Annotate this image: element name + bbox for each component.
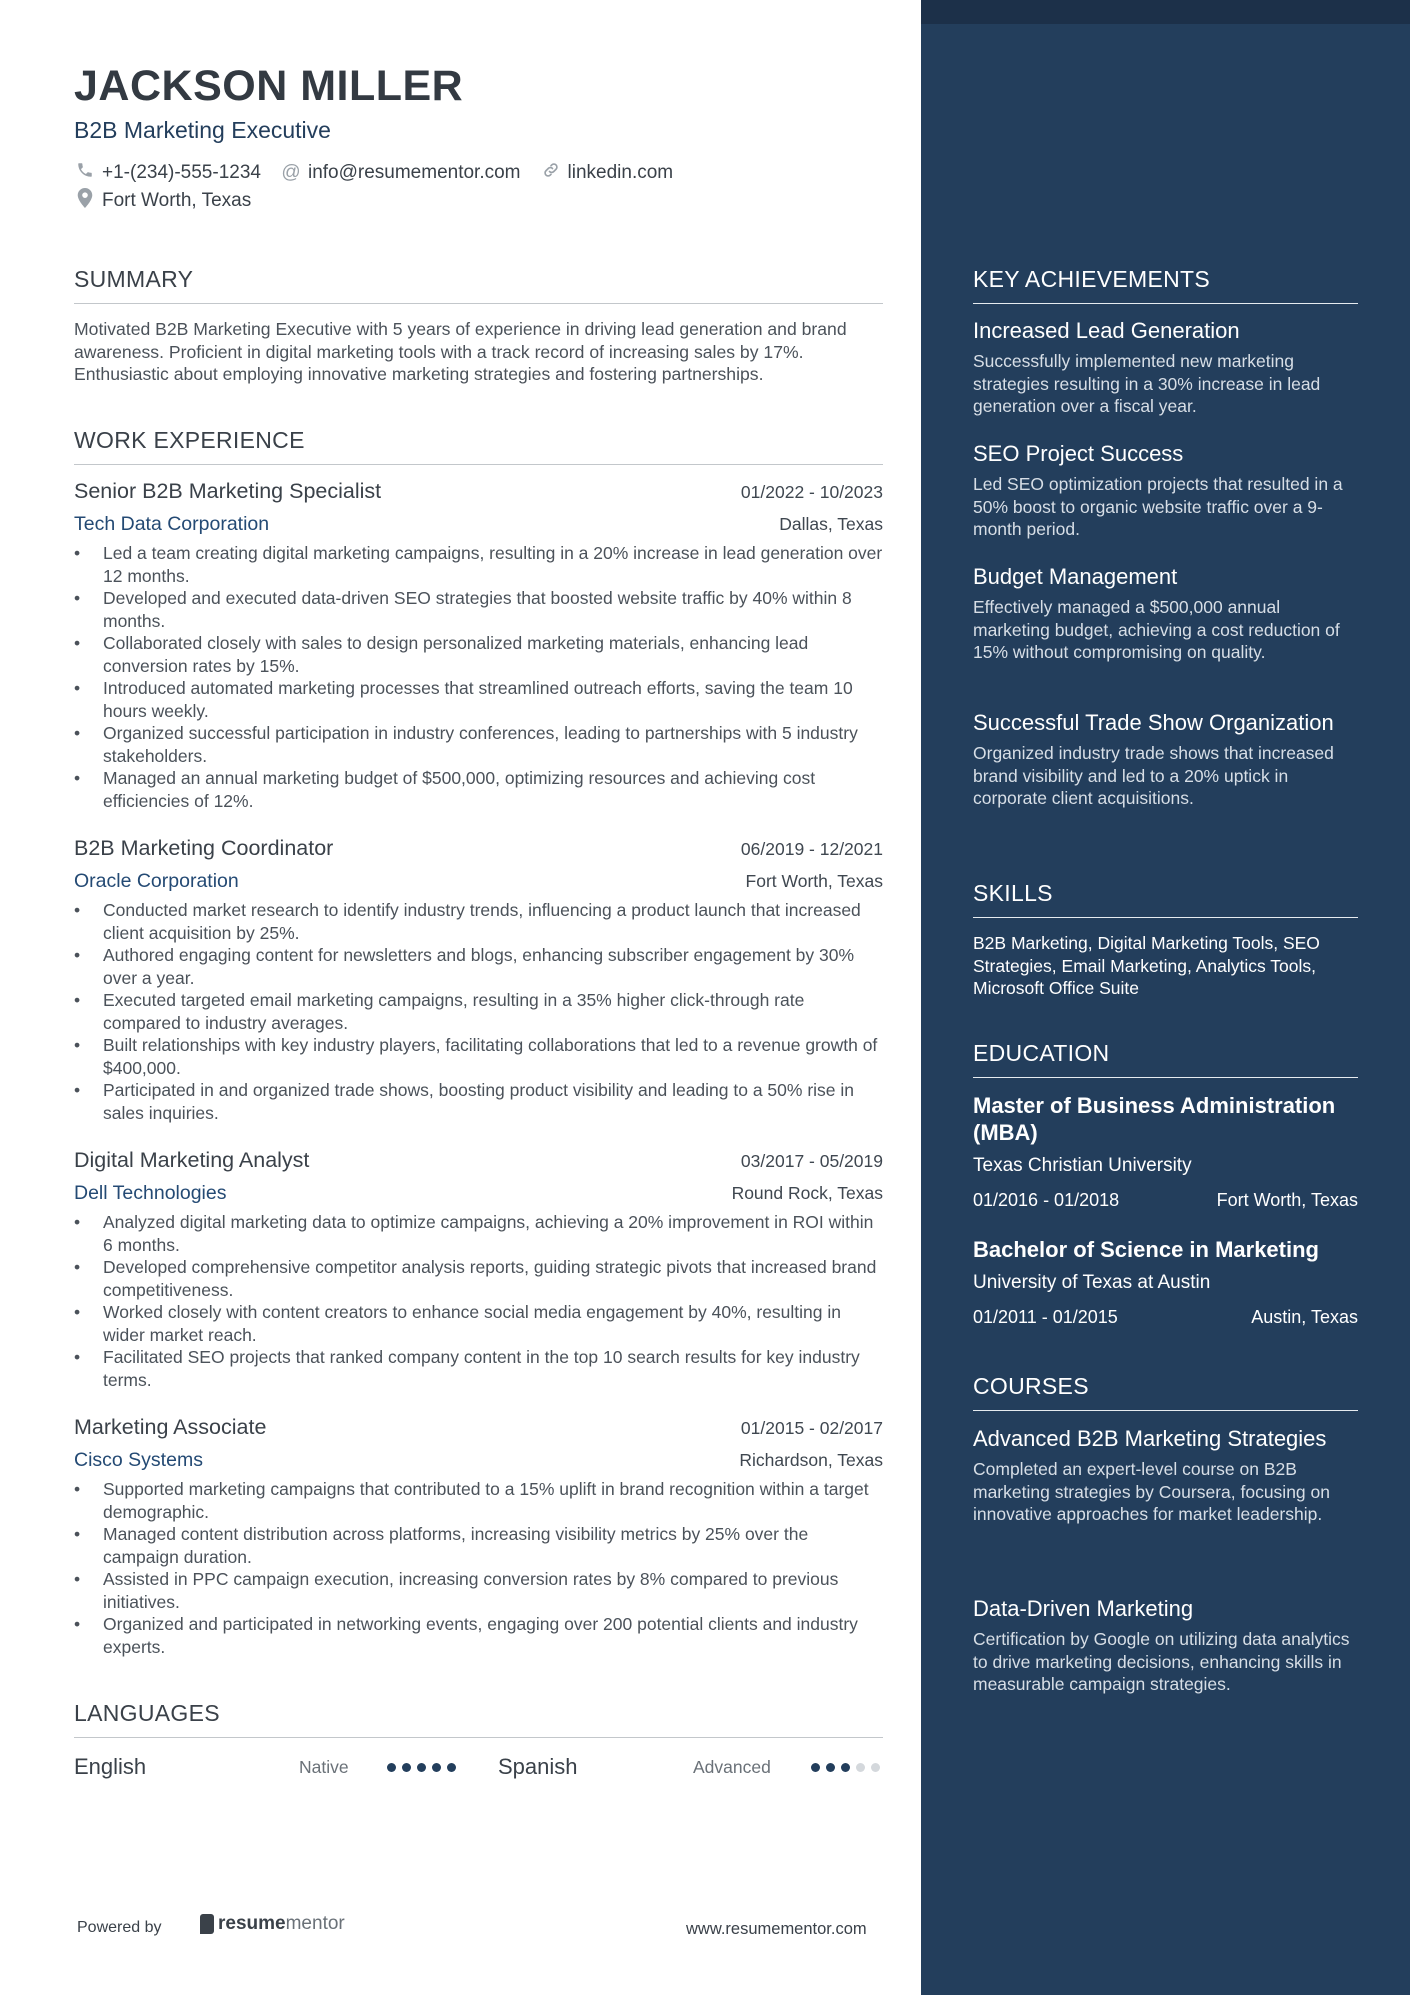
footer-url-link[interactable]: www.resumementor.com (686, 1920, 867, 1938)
achievement-item (973, 440, 1358, 541)
phone-text: +1-(234)-555-1234 (102, 162, 261, 183)
education-dates: 01/2016 - 01/2018 (973, 1190, 1120, 1210)
bullet-item: • Collaborated closely with sales to design personalized marketing materials, enhancing lead conversion rates by 15%. (74, 632, 883, 677)
at-icon: @ (281, 162, 301, 183)
rating-dot-empty (871, 1763, 880, 1772)
achievement-title: SEO Project Success (973, 441, 1184, 466)
summary-heading: SUMMARY (74, 266, 883, 304)
education-location: Austin, Texas (1251, 1307, 1358, 1327)
job-company: Cisco Systems (74, 1449, 203, 1471)
bullet-item: • Executed targeted email marketing campaigns, resulting in a 35% higher click-through rate compared to industry averages. (74, 989, 883, 1034)
course-item (973, 1595, 1358, 1696)
job-entry (74, 836, 883, 1124)
bullet-item: • Developed comprehensive competitor analysis reports, guiding strategic pivots that increased brand competitiveness. (74, 1256, 883, 1301)
job-dates: 01/2022 - 10/2023 (740, 482, 883, 502)
job-company: Dell Technologies (74, 1182, 227, 1204)
education-school: University of Texas at Austin (973, 1272, 1211, 1293)
skills-text: B2B Marketing, Digital Marketing Tools, SEO Strategies, Email Marketing, Analytics Tools, Microsoft Office Suite (973, 933, 1320, 998)
job-title: Marketing Associate (74, 1415, 267, 1439)
achievement-title: Successful Trade Show Organization (973, 710, 1334, 735)
job-entry (74, 479, 883, 812)
job-company: Oracle Corporation (74, 870, 239, 892)
education-heading: EDUCATION (973, 1040, 1358, 1078)
bullet-item: • Assisted in PPC campaign execution, increasing conversion rates by 8% compared to previous initiatives. (74, 1568, 883, 1613)
language-level: Native (299, 1756, 349, 1777)
course-item (973, 1425, 1358, 1526)
map-pin-icon (74, 188, 96, 214)
bullet-item: • Organized successful participation in industry conferences, leading to partnerships with 5 industry stakeholders. (74, 722, 883, 767)
language-level: Advanced (693, 1756, 771, 1777)
course-text: Completed an expert-level course on B2B marketing strategies by Coursera, focusing on innovative approaches for market leadership. (973, 1459, 1330, 1524)
bullet-item: • Conducted market research to identify industry trends, influencing a product launch that increased client acquisition by 25%. (74, 899, 883, 944)
summary-text: Motivated B2B Marketing Executive with 5 years of experience in driving lead generation and brand awareness. Proficient in digital marketing tools with a track record of increasing sales by 17%. Enthusiastic about employing innovative marketing strategies and fostering partnerships. (74, 319, 847, 384)
achievements-heading: KEY ACHIEVEMENTS (973, 266, 1358, 304)
course-title: Advanced B2B Marketing Strategies (973, 1426, 1327, 1451)
education-degree: Bachelor of Science in Marketing (973, 1237, 1319, 1262)
contact-location (74, 188, 251, 214)
course-text: Certification by Google on utilizing data analytics to drive marketing decisions, enhancing skills in measurable campaign strategies. (973, 1629, 1350, 1694)
job-dates: 01/2015 - 02/2017 (740, 1418, 883, 1438)
achievement-title: Increased Lead Generation (973, 318, 1240, 343)
language-name: English (74, 1754, 147, 1779)
job-dates: 06/2019 - 12/2021 (740, 839, 883, 859)
bullet-item: • Built relationships with key industry players, facilitating collaborations that led to a revenue growth of $400,000. (74, 1034, 883, 1079)
achievement-text: Led SEO optimization projects that resulted in a 50% boost to organic website traffic over a 9-month period. (973, 474, 1343, 539)
job-dates: 03/2017 - 05/2019 (740, 1151, 883, 1171)
job-bullets (74, 1211, 883, 1391)
rating-dot-filled (841, 1763, 850, 1772)
achievement-text: Effectively managed a $500,000 annual marketing budget, achieving a cost reduction of 15% without compromising on quality. (973, 597, 1340, 662)
bullet-item: • Participated in and organized trade shows, boosting product visibility and leading to a 50% rise in sales inquiries. (74, 1079, 883, 1124)
candidate-name: JACKSON MILLER (74, 62, 464, 110)
job-title: Senior B2B Marketing Specialist (74, 479, 382, 503)
logo-text-thin: mentor (285, 1913, 345, 1934)
languages-row (74, 1754, 883, 1780)
job-title: B2B Marketing Coordinator (74, 836, 334, 860)
rating-dot-empty (856, 1763, 865, 1772)
linkedin-text: linkedin.com (567, 162, 674, 183)
education-school: Texas Christian University (973, 1155, 1192, 1176)
language-rating (387, 1763, 498, 1772)
rating-dot-filled (417, 1763, 426, 1772)
achievement-item (973, 563, 1358, 664)
bullet-item: • Managed content distribution across platforms, increasing visibility metrics by 25% over the campaign duration. (74, 1523, 883, 1568)
rating-dot-filled (826, 1763, 835, 1772)
experience-heading: WORK EXPERIENCE (74, 427, 883, 465)
achievement-title: Budget Management (973, 564, 1178, 589)
phone-icon (74, 161, 96, 185)
powered-by-label: Powered by (77, 1919, 162, 1936)
rating-dot-filled (447, 1763, 456, 1772)
email-text: info@resumementor.com (307, 162, 521, 183)
education-item (973, 1092, 1358, 1211)
job-location: Fort Worth, Texas (745, 871, 883, 891)
education-degree: Master of Business Administration (MBA) (973, 1093, 1336, 1145)
rating-dot-filled (811, 1763, 820, 1772)
bullet-item: • Introduced automated marketing processes that streamlined outreach efforts, saving the team 10 hours weekly. (74, 677, 883, 722)
language-name: Spanish (498, 1754, 578, 1779)
job-entry (74, 1148, 883, 1391)
bullet-item: • Facilitated SEO projects that ranked company content in the top 10 search results for key industry terms. (74, 1346, 883, 1391)
location-text: Fort Worth, Texas (102, 190, 252, 211)
rating-dot-filled (402, 1763, 411, 1772)
achievement-text: Successfully implemented new marketing strategies resulting in a 30% increase in lead generation over a fiscal year. (973, 351, 1321, 416)
job-bullets (74, 542, 883, 812)
candidate-role: B2B Marketing Executive (74, 117, 331, 143)
bullet-item: • Led a team creating digital marketing campaigns, resulting in a 20% increase in lead generation over 12 months. (74, 542, 883, 587)
skills-heading: SKILLS (973, 880, 1358, 918)
education-location: Fort Worth, Texas (1216, 1190, 1358, 1210)
bullet-item: • Supported marketing campaigns that contributed to a 15% uplift in brand recognition within a target demographic. (74, 1478, 883, 1523)
sidebar (921, 0, 1410, 1995)
achievement-item (973, 317, 1358, 418)
job-bullets (74, 1478, 883, 1658)
contact-email[interactable] (280, 162, 521, 184)
bullet-item: • Organized and participated in networking events, engaging over 200 potential clients and industry experts. (74, 1613, 883, 1658)
job-location: Round Rock, Texas (731, 1183, 883, 1203)
rating-dot-filled (387, 1763, 396, 1772)
rating-dot-filled (432, 1763, 441, 1772)
job-bullets (74, 899, 883, 1124)
job-location: Richardson, Texas (739, 1450, 883, 1470)
bullet-item: • Worked closely with content creators to enhance social media engagement by 40%, resulting in wider market reach. (74, 1301, 883, 1346)
education-item (973, 1236, 1358, 1328)
job-company: Tech Data Corporation (74, 513, 270, 535)
job-title: Digital Marketing Analyst (74, 1148, 310, 1172)
bullet-item: • Analyzed digital marketing data to optimize campaigns, achieving a 20% improvement in ROI within 6 months. (74, 1211, 883, 1256)
course-title: Data-Driven Marketing (973, 1596, 1194, 1621)
language-rating (811, 1763, 880, 1772)
contact-row-location (74, 188, 270, 214)
logo-mark-icon (200, 1914, 214, 1934)
link-icon (540, 161, 562, 185)
achievement-text: Organized industry trade shows that increased brand visibility and led to a 20% uptick in corporate client acquisitions. (973, 743, 1334, 808)
logo-text-bold: resume (218, 1913, 286, 1934)
sidebar-top-band (921, 0, 1410, 24)
job-location: Dallas, Texas (779, 514, 883, 534)
contact-linkedin[interactable] (540, 161, 674, 185)
contact-phone[interactable] (74, 161, 261, 185)
contact-row (74, 161, 692, 185)
bullet-item: • Authored engaging content for newsletters and blogs, enhancing subscriber engagement by 30% over a year. (74, 944, 883, 989)
languages-heading: LANGUAGES (74, 1700, 883, 1738)
job-entry (74, 1415, 883, 1658)
bullet-item: • Managed an annual marketing budget of $500,000, optimizing resources and achieving cost efficiencies of 12%. (74, 767, 883, 812)
resumementor-logo[interactable] (200, 1913, 345, 1935)
courses-heading: COURSES (973, 1373, 1358, 1411)
bullet-item: • Developed and executed data-driven SEO strategies that boosted website traffic by 40% within 8 months. (74, 587, 883, 632)
achievement-item (973, 709, 1358, 810)
education-dates: 01/2011 - 01/2015 (973, 1307, 1118, 1327)
